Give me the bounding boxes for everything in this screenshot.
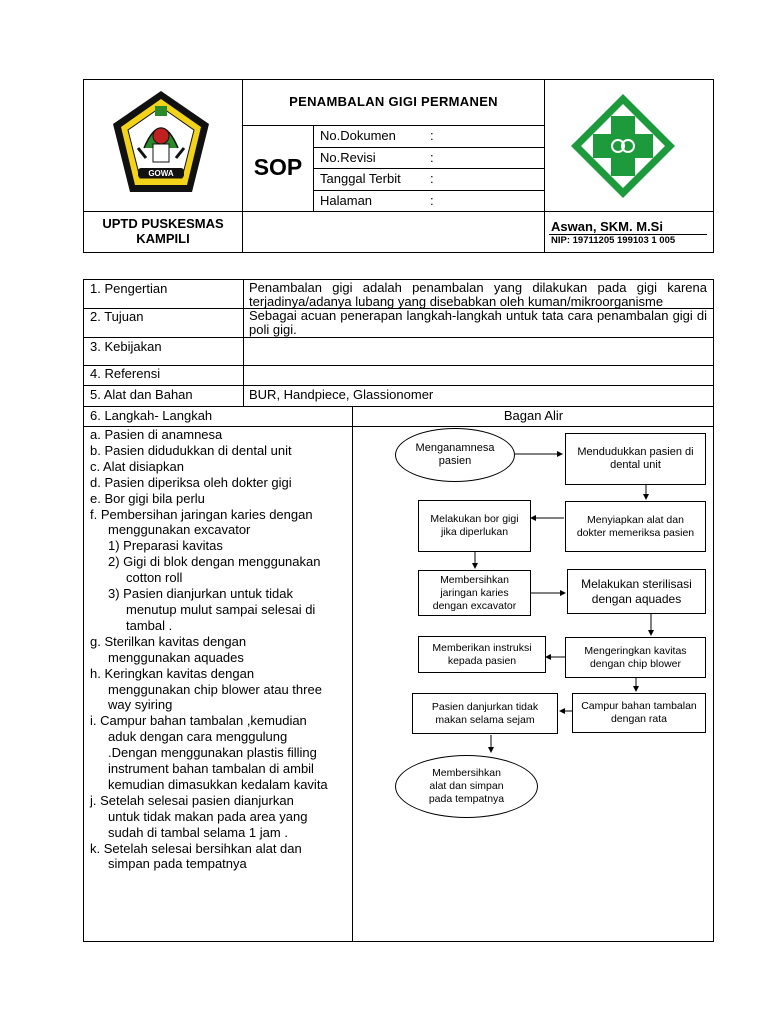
step-e: e. Bor gigi bila perlu	[90, 490, 205, 506]
flow-node-campur	[572, 693, 706, 733]
field-label: Halaman	[320, 193, 373, 208]
step-j-cont2: sudah di tambal selama 1 jam .	[108, 824, 288, 840]
step-f-sub3-cont2: tambal .	[126, 617, 173, 633]
step-i-cont4: kemudian dimasukkan kedalam kavita	[108, 776, 328, 792]
flow-node-text: Mengeringkan kavitas dengan chip blower	[584, 644, 687, 670]
section-langkah-label: 6. Langkah- Langkah	[90, 408, 213, 423]
flow-node-siapkan	[565, 501, 706, 552]
section-pengertian-label: 1. Pengertian	[90, 281, 168, 296]
flow-node-bersihkan-alat	[395, 755, 538, 818]
field-sep: :	[430, 171, 434, 186]
step-g-cont: menggunakan aquades	[108, 649, 244, 665]
flow-node-text: Pasien danjurkan tidak makan selama sejam	[431, 700, 539, 726]
flow-node-keringkan	[565, 637, 706, 678]
flow-node-bersihkan-karies	[418, 570, 531, 616]
field-label: No.Revisi	[320, 150, 376, 165]
signer-name: Aswan, SKM. M.Si	[551, 219, 663, 234]
field-label: Tanggal Terbit	[320, 171, 401, 186]
section-alat-label: 5. Alat dan Bahan	[90, 387, 193, 402]
flow-node-text: Membersihkan alat dan simpan pada tempatnya	[428, 767, 505, 805]
flow-node-instruksi	[418, 636, 546, 673]
step-i-cont2: .Dengan menggunakan plastis filling	[108, 745, 317, 761]
flow-node-text: Menganamnesa pasien	[415, 442, 495, 467]
section-alat-content: BUR, Handpiece, Glassionomer	[249, 387, 434, 402]
org-line2: KAMPILI	[136, 231, 190, 246]
field-label: No.Dokumen	[320, 128, 396, 143]
signer-nip: NIP: 19711205 199103 1 005	[551, 235, 676, 246]
flow-node-tidak-makan	[412, 693, 558, 734]
flow-node-text: Mendudukkan pasien di dental unit	[577, 446, 694, 471]
section-tujuan-label: 2. Tujuan	[90, 309, 144, 324]
step-i-cont3: instrument bahan tambalan di ambil	[108, 761, 314, 777]
flow-node-text: Membersihkan jaringan karies dengan excavator	[432, 573, 517, 612]
flow-node-text: Menyiapkan alat dan dokter memeriksa pasien	[576, 513, 695, 539]
flow-node-anamnesa	[395, 428, 515, 482]
sop-label: SOP	[253, 154, 303, 180]
step-k: k. Setelah selesai bersihkan alat dan	[90, 840, 302, 856]
bagan-alir-heading: Bagan Alir	[503, 408, 564, 423]
page-title: PENAMBALAN GIGI PERMANEN	[289, 94, 498, 109]
step-a: a. Pasien di anamnesa	[90, 427, 223, 442]
step-h-cont: menggunakan chip blower atau three	[108, 681, 322, 697]
step-f-sub1: 1) Preparasi kavitas	[108, 538, 223, 554]
step-f: f. Pembersihan jaringan karies dengan	[90, 506, 313, 522]
flow-node-text: Melakukan bor gigi jika diperlukan	[430, 513, 519, 538]
org-line1: UPTD PUSKESMAS	[102, 216, 224, 231]
section-pengertian-content: Penambalan gigi adalah penambalan yang dilakukan pada gigi karena terjadinya/adanya lubang yang disebabkan oleh kuman/mikroorganisme	[249, 280, 707, 309]
flow-node-bor	[418, 500, 531, 552]
flow-node-text: Memberikan instruksi kepada pasien	[432, 641, 532, 667]
flow-node-text: Campur bahan tambalan dengan rata	[581, 700, 697, 725]
step-d: d. Pasien diperiksa oleh dokter gigi	[90, 474, 292, 490]
step-f-sub3-cont: menutup mulut sampai selesai di	[126, 601, 316, 617]
field-sep: :	[430, 150, 434, 165]
step-f-sub3: 3) Pasien dianjurkan untuk tidak	[108, 586, 294, 602]
section-kebijakan-label: 3. Kebijakan	[90, 339, 162, 354]
step-j: j. Setelah selesai pasien dianjurkan	[90, 792, 294, 808]
step-f-sub2: 2) Gigi di blok dengan menggunakan	[108, 554, 321, 570]
step-i-cont: aduk dengan cara menggulung	[108, 729, 288, 745]
logo-text: GOWA	[148, 169, 174, 178]
step-g: g. Sterilkan kavitas dengan	[90, 633, 247, 649]
flow-node-text: Melakukan sterilisasi dengan aquades	[581, 576, 692, 606]
step-b: b. Pasien didudukkan di dental unit	[90, 442, 292, 458]
step-h: h. Keringkan kavitas dengan	[90, 665, 255, 681]
step-j-cont: untuk tidak makan pada area yang	[108, 808, 308, 824]
section-tujuan-content: Sebagai acuan penerapan langkah-langkah untuk tata cara penambalan gigi di poli gigi.	[249, 308, 707, 337]
section-referensi-label: 4. Referensi	[90, 366, 161, 381]
field-sep: :	[430, 128, 434, 143]
step-k-cont: simpan pada tempatnya	[108, 856, 247, 872]
step-h-cont2: way syiring	[108, 697, 173, 713]
step-c: c. Alat disiapkan	[90, 458, 184, 474]
flow-node-sterilisasi	[567, 569, 706, 614]
step-f-cont: menggunakan excavator	[108, 522, 251, 538]
flow-node-dudukkan	[565, 433, 706, 485]
field-sep: :	[430, 193, 434, 208]
step-i: i. Campur bahan tambalan ,kemudian	[90, 713, 307, 729]
step-f-sub2-cont: cotton roll	[126, 570, 183, 586]
